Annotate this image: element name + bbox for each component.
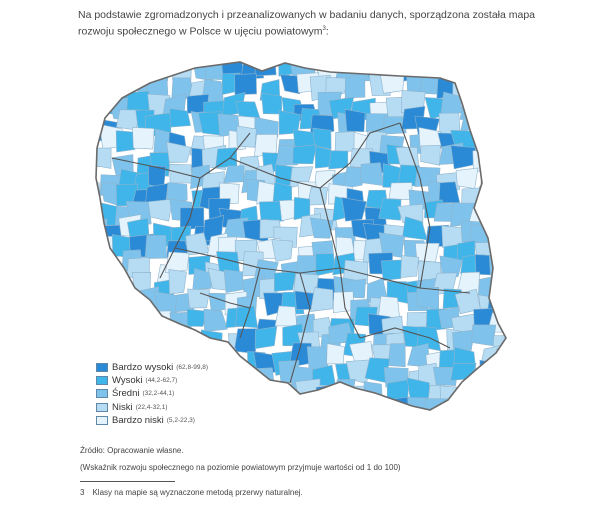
- county-area: [475, 255, 491, 275]
- legend-range: (44,2-62,7): [145, 377, 178, 385]
- county-area: [490, 187, 515, 208]
- county-area: [224, 166, 244, 183]
- county-area: [97, 312, 117, 335]
- county-area: [491, 38, 513, 61]
- county-area: [207, 39, 229, 62]
- county-area: [188, 289, 210, 308]
- county-area: [491, 83, 514, 105]
- county-area: [456, 168, 478, 189]
- county-area: [403, 39, 423, 60]
- footnote-divider: [80, 481, 175, 482]
- county-area: [498, 97, 521, 120]
- county-area: [349, 38, 374, 61]
- county-area: [113, 43, 138, 62]
- legend-label: Bardzo niski: [112, 414, 164, 426]
- county-area: [146, 73, 168, 96]
- county-area: [317, 38, 342, 56]
- county-area: [421, 145, 441, 165]
- county-area: [316, 384, 339, 408]
- county-area: [327, 344, 345, 364]
- legend-label: Niski: [112, 401, 133, 413]
- county-area: [388, 343, 405, 366]
- county-area: [497, 360, 519, 381]
- county-area: [82, 332, 102, 353]
- source-text: Źródło: Opracowanie własne.: [80, 446, 184, 455]
- county-area: [243, 41, 261, 63]
- county-area: [227, 401, 250, 423]
- county-area: [77, 271, 102, 293]
- county-area: [137, 312, 157, 332]
- legend-item-wysoki: [96, 374, 208, 387]
- county-area: [167, 43, 189, 66]
- county-area: [474, 378, 496, 402]
- county-area: [472, 325, 496, 346]
- county-area: [383, 38, 405, 61]
- county-area: [224, 270, 244, 293]
- county-area: [381, 260, 403, 281]
- county-area: [491, 272, 512, 294]
- county-area: [170, 109, 191, 128]
- county-area: [255, 117, 279, 137]
- county-area: [492, 131, 515, 155]
- county-area: [417, 287, 439, 310]
- county-area: [368, 53, 387, 77]
- county-area: [102, 322, 126, 343]
- county-area: [228, 386, 252, 406]
- map-svg: [0, 38, 600, 438]
- county-area: [167, 142, 191, 163]
- footnote-text: Klasy na mapie są wyznaczone metodą przerwy naturalnej.: [92, 488, 303, 497]
- county-area: [74, 290, 99, 311]
- county-area: [477, 405, 499, 427]
- county-area: [147, 311, 171, 335]
- county-area: [101, 60, 123, 82]
- county-area: [419, 42, 440, 66]
- county-area: [74, 110, 96, 132]
- county-area: [497, 381, 522, 403]
- county-area: [114, 329, 138, 352]
- legend-item-bardzo-niski: [96, 414, 208, 427]
- county-area: [453, 49, 476, 66]
- county-area: [93, 38, 115, 62]
- county-area: [481, 170, 502, 191]
- county-area: [74, 133, 98, 154]
- county-area: [259, 382, 280, 401]
- county-area: [113, 304, 136, 329]
- legend-label: Wysoki: [112, 375, 143, 387]
- county-area: [204, 309, 227, 331]
- county-area: [403, 217, 428, 240]
- county-area: [291, 40, 313, 63]
- legend-label: Średni: [112, 388, 140, 400]
- county-area: [225, 38, 248, 56]
- county-area: [236, 400, 258, 420]
- county-area: [472, 46, 492, 69]
- county-area: [116, 294, 141, 317]
- county-area: [438, 39, 460, 57]
- county-area: [98, 296, 121, 316]
- county-area: [145, 235, 167, 258]
- county-area: [480, 132, 502, 156]
- county-area: [191, 38, 209, 60]
- footnote-number: 3: [80, 488, 85, 497]
- legend-swatch: [96, 403, 108, 412]
- county-area: [97, 75, 121, 100]
- county-area: [77, 314, 99, 332]
- county-area: [81, 58, 99, 80]
- county-area: [360, 163, 383, 186]
- legend-swatch: [96, 389, 108, 398]
- county-area: [80, 96, 103, 117]
- footnote-ref: 3: [322, 25, 326, 32]
- county-area: [473, 80, 495, 102]
- county-area: [479, 182, 502, 206]
- county-area: [350, 403, 370, 428]
- county-area: [329, 151, 348, 169]
- county-area: [151, 332, 172, 354]
- county-area: [494, 169, 511, 193]
- county-area: [329, 41, 354, 66]
- county-area: [78, 41, 98, 65]
- county-area: [96, 270, 121, 290]
- county-area: [345, 109, 365, 131]
- county-area: [227, 368, 250, 387]
- poland-county-map: [0, 38, 600, 438]
- county-area: [492, 107, 513, 128]
- county-area: [493, 402, 516, 424]
- county-area: [98, 259, 121, 282]
- county-area: [274, 272, 296, 292]
- county-area: [486, 66, 511, 88]
- county-area: [476, 109, 496, 132]
- county-area: [257, 38, 279, 56]
- county-area: [379, 199, 401, 221]
- legend-item-sredni: [96, 387, 208, 400]
- county-area: [474, 57, 496, 81]
- county-area: [74, 159, 96, 180]
- county-area: [497, 349, 522, 372]
- county-area: [262, 93, 282, 114]
- county-area: [363, 382, 382, 405]
- intro-tail: :: [325, 25, 329, 37]
- county-area: [451, 146, 476, 169]
- county-area: [451, 363, 476, 380]
- county-area: [91, 148, 111, 169]
- county-area: [361, 45, 386, 70]
- legend-range: (22,4-32,1): [135, 403, 168, 411]
- county-area: [328, 409, 350, 429]
- county-area: [256, 397, 276, 418]
- county-area: [148, 199, 172, 221]
- legend-item-niski: [96, 401, 208, 414]
- legend-swatch: [96, 363, 108, 372]
- county-area: [501, 153, 520, 174]
- intro-text: Na podstawie zgromadzonych i przeanalizowanych w badaniu danych, sporządzona została mapa rozwoju społecznego w Polsce w ujęciu powiatowym: [78, 9, 536, 37]
- county-area: [457, 389, 478, 410]
- county-area: [234, 329, 258, 354]
- county-area: [112, 282, 134, 302]
- county-area: [79, 240, 103, 260]
- county-area: [273, 394, 296, 418]
- county-area: [79, 261, 101, 282]
- county-area: [461, 402, 479, 421]
- county-area: [389, 183, 412, 200]
- county-area: [494, 204, 516, 229]
- county-area: [130, 324, 153, 347]
- county-area: [131, 54, 153, 77]
- legend-label: Bardzo wysoki: [112, 362, 174, 374]
- footnote: [80, 488, 303, 497]
- county-area: [116, 131, 135, 152]
- legend-range: (62,8-99,8): [176, 364, 209, 372]
- county-area: [289, 407, 314, 427]
- county-area: [293, 145, 317, 164]
- county-area: [314, 400, 336, 421]
- county-area: [401, 256, 419, 278]
- county-area: [425, 399, 449, 424]
- county-area: [452, 58, 473, 79]
- county-area: [235, 74, 257, 95]
- county-area: [79, 83, 99, 103]
- county-area: [77, 206, 97, 230]
- county-area: [132, 127, 154, 149]
- county-area: [498, 214, 523, 239]
- county-area: [378, 296, 399, 318]
- legend-swatch: [96, 376, 108, 385]
- county-area: [174, 339, 195, 363]
- county-area: [235, 380, 260, 402]
- county-area: [316, 254, 335, 276]
- county-area: [153, 41, 174, 63]
- county-area: [275, 306, 297, 326]
- county-area: [211, 364, 230, 381]
- county-area: [380, 69, 405, 93]
- map-legend: [96, 361, 208, 427]
- legend-range: (5,2-22,3): [166, 416, 195, 424]
- county-area: [498, 240, 521, 265]
- county-area: [369, 404, 390, 428]
- county-area: [342, 197, 367, 221]
- legend-range: (32,2-44,1): [142, 390, 175, 398]
- county-area: [255, 327, 277, 349]
- county-area: [205, 344, 227, 364]
- county-area: [443, 400, 466, 423]
- county-area: [474, 96, 496, 116]
- county-area: [131, 47, 151, 66]
- intro-paragraph: [78, 9, 548, 39]
- county-area: [311, 288, 333, 312]
- legend-item-bardzo-wysoki: [96, 361, 208, 374]
- county-area: [78, 380, 96, 402]
- county-area: [111, 55, 135, 77]
- county-area: [169, 269, 187, 294]
- legend-swatch: [96, 416, 108, 425]
- index-note: (Wskaźnik rozwoju społecznego na poziomie powiatowym przyjmuje wartości od 1 do 100): [80, 463, 401, 472]
